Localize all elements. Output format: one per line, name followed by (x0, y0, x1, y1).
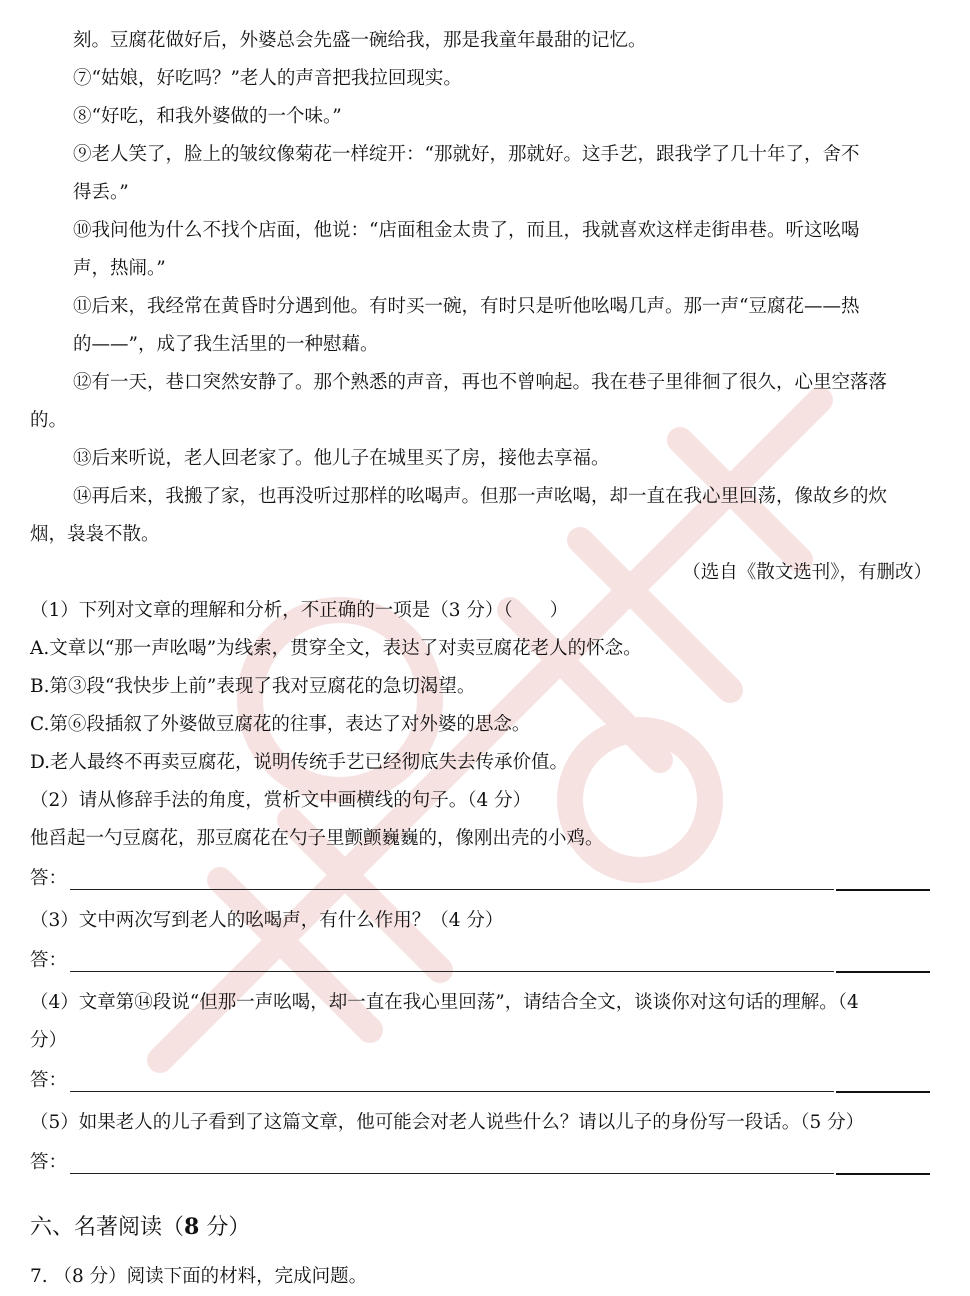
paragraph-14-line-1: ⑭再后来，我搬了家，也再没听过那样的吆喝声。但那一声吆喝，却一直在我心里回荡，像故乡的炊 (73, 486, 888, 507)
paragraph-11-line-2: 的——”，成了我生活里的一种慰藉。 (73, 334, 379, 355)
answer-underline (70, 971, 834, 972)
section-6-score: 8 (184, 1214, 200, 1240)
answer-field-q5[interactable] (30, 1150, 930, 1176)
section-6-heading (30, 1214, 250, 1241)
section-6-heading-prefix: 六、名著阅读（ (30, 1215, 185, 1240)
answer-field-q3[interactable] (30, 948, 930, 974)
paragraph-14-line-2: 烟，袅袅不散。 (30, 524, 160, 545)
paragraph-10-line-2: 声，热闹。” (73, 258, 166, 279)
paragraph-11-line-1: ⑪后来，我经常在黄昏时分遇到他。有时买一碗，有时只是听他吆喝几声。那一声“豆腐花——热 (73, 296, 860, 317)
section-6-heading-suffix: 分） (199, 1215, 251, 1240)
question-2-quoted-sentence: 他舀起一勺豆腐花，那豆腐花在勺子里颤颤巍巍的，像刚出壳的小鸡。 (30, 828, 604, 849)
question-2: （2）请从修辞手法的角度，赏析文中画横线的句子。（4 分） (30, 790, 532, 811)
source-citation: （选自《散文选刊》，有删改） (682, 562, 932, 583)
answer-underline-end (836, 1173, 930, 1175)
paragraph-12-line-2: 的。 (30, 410, 68, 431)
answer-field-q2[interactable] (30, 866, 930, 892)
question-1-option-c: C.第⑥段插叙了外婆做豆腐花的往事，表达了对外婆的思念。 (30, 714, 531, 735)
answer-label: 答： (30, 868, 68, 889)
question-7: 7. （8 分）阅读下面的材料，完成问题。 (30, 1266, 368, 1287)
paragraph-6-continued: 刻。豆腐花做好后，外婆总会先盛一碗给我，那是我童年最甜的记忆。 (73, 30, 647, 51)
answer-underline (70, 1091, 834, 1092)
answer-underline-end (836, 971, 930, 973)
paragraph-8: ⑧“好吃，和我外婆做的一个味。” (73, 106, 342, 127)
question-1-option-a: A.文章以“那一声吆喝”为线索，贯穿全文，表达了对卖豆腐花老人的怀念。 (30, 638, 642, 659)
answer-label: 答： (30, 950, 68, 971)
question-4-line-2: 分） (30, 1030, 68, 1051)
paragraph-7: ⑦“姑娘，好吃吗？”老人的声音把我拉回现实。 (73, 68, 462, 89)
answer-underline (70, 1173, 834, 1174)
question-4-line-1: （4）文章第⑭段说“但那一声吆喝，却一直在我心里回荡”，请结合全文，谈谈你对这句话的理解。（4 (30, 992, 859, 1013)
paragraph-12-line-1: ⑫有一天，巷口突然安静了。那个熟悉的声音，再也不曾响起。我在巷子里徘徊了很久，心里空落落 (73, 372, 888, 393)
answer-field-q4[interactable] (30, 1068, 930, 1094)
answer-label: 答： (30, 1152, 68, 1173)
paragraph-10-line-1: ⑩我问他为什么不找个店面，他说：“店面租金太贵了，而且，我就喜欢这样走街串巷。听这吆喝 (73, 220, 860, 241)
answer-underline-end (836, 889, 930, 891)
paragraph-13: ⑬后来听说，老人回老家了。他儿子在城里买了房，接他去享福。 (73, 448, 610, 469)
answer-underline (70, 889, 834, 890)
paragraph-9-line-1: ⑨老人笑了，脸上的皱纹像菊花一样绽开：“那就好，那就好。这手艺，跟我学了几十年了，舍不 (73, 144, 860, 165)
question-3: （3）文中两次写到老人的吆喝声，有什么作用？（4 分） (30, 910, 504, 931)
question-1-option-b: B.第③段“我快步上前”表现了我对豆腐花的急切渴望。 (30, 676, 476, 697)
question-1-option-d: D.老人最终不再卖豆腐花，说明传统手艺已经彻底失去传承价值。 (30, 752, 569, 773)
question-1: （1）下列对文章的理解和分析，不正确的一项是（3 分）（ ） (30, 600, 569, 621)
answer-label: 答： (30, 1070, 68, 1091)
answer-underline-end (836, 1091, 930, 1093)
question-5: （5）如果老人的儿子看到了这篇文章，他可能会对老人说些什么？请以儿子的身份写一段话。（5 分） (30, 1112, 865, 1133)
paragraph-9-line-2: 得丢。” (73, 182, 129, 203)
